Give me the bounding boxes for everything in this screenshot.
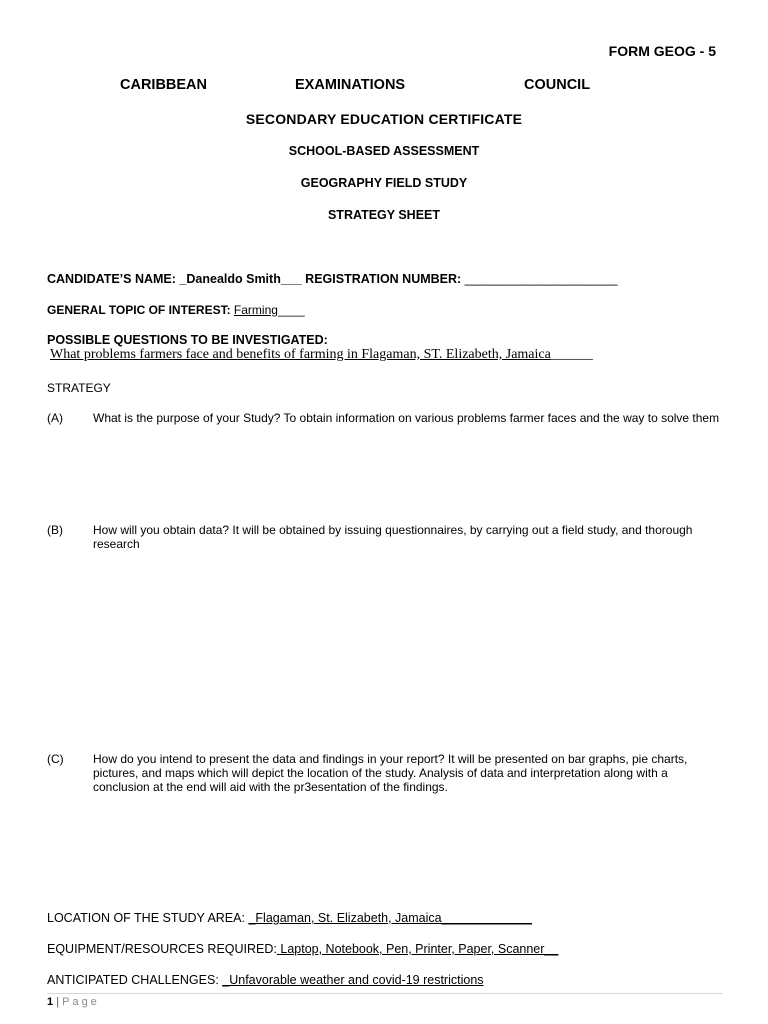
topic-row	[47, 303, 305, 317]
footer-rule	[47, 993, 723, 994]
certificate-title: SECONDARY EDUCATION CERTIFICATE	[245, 111, 523, 127]
questions-row	[50, 347, 593, 363]
candidate-name-label: CANDIDATE’S NAME:	[47, 272, 176, 286]
form-code: FORM GEOG - 5	[608, 43, 716, 59]
page-footer	[47, 996, 100, 1008]
assessment-title: SCHOOL-BASED ASSESSMENT	[288, 144, 480, 158]
org-word-examinations: EXAMINATIONS	[295, 77, 406, 93]
topic-value: Farming	[233, 303, 278, 317]
page-separator: |	[56, 996, 60, 1008]
sheet-title: STRATEGY SHEET	[327, 208, 441, 222]
questions-trail: ______	[550, 347, 593, 362]
item-b-text: How will you obtain data? It will be obtained by issuing questionnaires, by carrying out a field study, and thorough research	[93, 523, 693, 551]
questions-value: What problems farmers face and benefits of farming in Flagaman, ST. Elizabeth, Jamaica	[50, 347, 551, 362]
challenges-label: ANTICIPATED CHALLENGES:	[47, 973, 219, 987]
location-label: LOCATION OF THE STUDY AREA:	[47, 911, 245, 925]
org-word-council: COUNCIL	[524, 77, 591, 93]
page-word: Page	[62, 996, 100, 1008]
registration-value: ______________________	[464, 272, 618, 286]
topic-label: GENERAL TOPIC OF INTEREST:	[47, 303, 231, 317]
equipment-value: Laptop, Notebook, Pen, Printer, Paper, Scanner__	[276, 942, 559, 956]
topic-trail: ____	[277, 303, 305, 317]
challenges-row	[47, 973, 484, 987]
item-c-label: (C)	[47, 752, 64, 766]
org-word-caribbean: CARIBBEAN	[120, 77, 207, 93]
subject-title: GEOGRAPHY FIELD STUDY	[300, 176, 468, 190]
equipment-row	[47, 942, 558, 956]
location-value: _Flagaman, St. Elizabeth, Jamaica_____________	[248, 911, 532, 925]
candidate-row	[47, 272, 618, 286]
questions-label: POSSIBLE QUESTIONS TO BE INVESTIGATED:	[47, 333, 328, 347]
item-c-text: How do you intend to present the data and findings in your report? It will be presented on bar graphs, pie charts, pictures, and maps which will depict the location of the study. Analysis of data and interpretation along with a conclusion at the end will aid with the pr3esentation of the findings.	[93, 752, 688, 794]
item-a-text: What is the purpose of your Study? To obtain information on various problems farmer faces and the way to solve them	[93, 411, 720, 425]
location-row	[47, 911, 532, 925]
strategy-heading: STRATEGY	[47, 381, 111, 395]
equipment-label: EQUIPMENT/RESOURCES REQUIRED:	[47, 942, 277, 956]
registration-label: REGISTRATION NUMBER:	[305, 272, 462, 286]
page-number: 1	[47, 996, 54, 1008]
item-a-label: (A)	[47, 411, 63, 425]
candidate-name-value: _Danealdo Smith___	[179, 272, 302, 286]
challenges-value: _Unfavorable weather and covid-19 restrictions	[222, 973, 484, 987]
item-b-label: (B)	[47, 523, 63, 537]
